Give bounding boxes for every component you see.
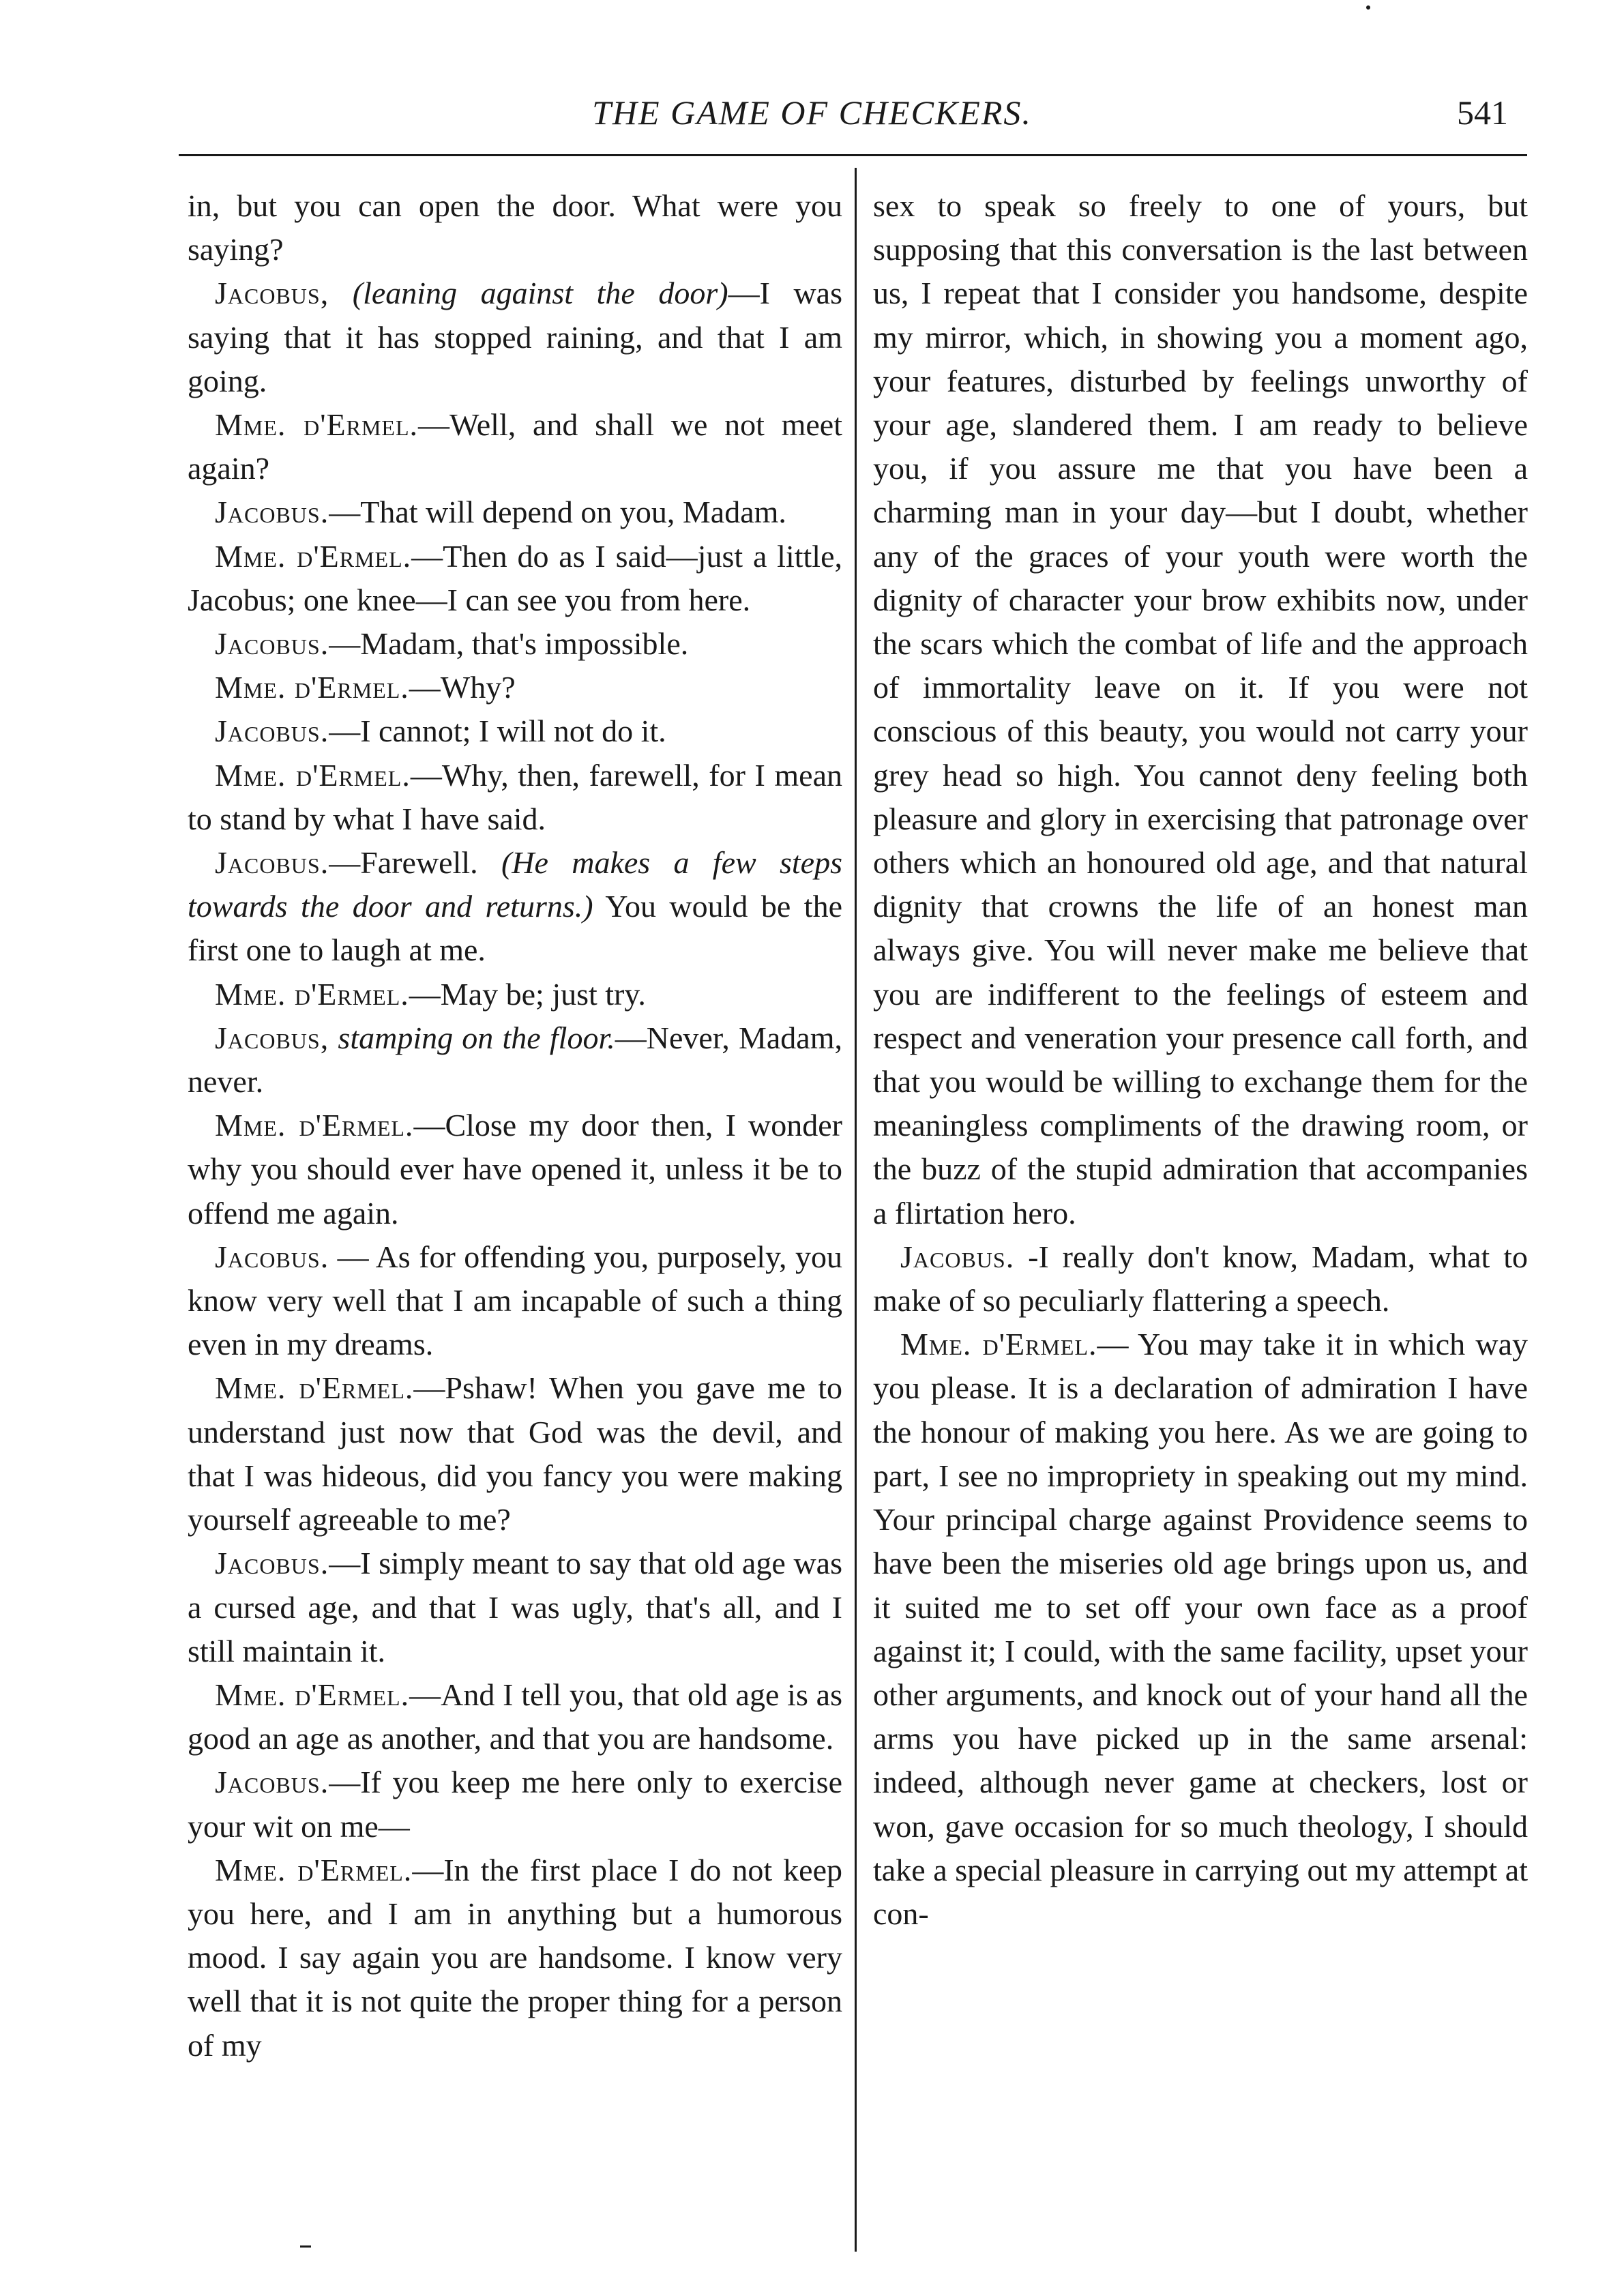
dialogue-text: —Well, and shall we not meet again? (188, 407, 842, 486)
speaker-name: Jacobus, (215, 276, 329, 311)
paragraph (188, 1104, 842, 1235)
dialogue-text: —In the first place I do not keep you here, and I am in anything but a humorous mood. I say again you are handsome. I know very well that it is not quite the proper thing for a person of my (188, 1852, 842, 2063)
paragraph (188, 1366, 842, 1542)
dialogue-text: —If you keep me here only to exercise your wit on me— (188, 1765, 842, 1844)
dialogue-text: —May be; just try. (409, 976, 646, 1012)
speaker-name: Mme. d'Ermel. (215, 757, 411, 793)
dialogue-text: —Madam, that's impossible. (329, 626, 689, 662)
speaker-name: Mme. d'Ermel. (215, 1108, 414, 1143)
stage-direction: (leaning against the door) (352, 276, 728, 311)
running-title: THE GAME OF CHECKERS. (592, 93, 1032, 132)
dialogue-text: —Then do as I said—just a little, Jacobus; one knee—I can see you from here. (188, 538, 843, 617)
paragraph (188, 490, 842, 534)
stage-direction: (He makes a few steps towards the door and returns.) (188, 845, 842, 924)
speaker-name: Jacobus. (215, 1239, 329, 1274)
paragraph (873, 1323, 1528, 1936)
paragraph (188, 709, 842, 753)
column-divider (855, 168, 857, 2252)
paragraph (188, 271, 842, 403)
dialogue-text: —That will depend on you, Madam. (329, 495, 786, 530)
speaker-name: Jacobus, (215, 1020, 329, 1055)
dialogue-text: —Pshaw! When you gave me to understand just now that God was the devil, and that I was hideous, did you fancy you were making yourself agreeable to me? (188, 1370, 842, 1537)
dialogue-text: —And I tell you, that old age is as good an age as another, and that you are handsome. (188, 1677, 842, 1756)
paragraph (188, 841, 842, 973)
right-column (873, 184, 1528, 1936)
paragraph (188, 1235, 842, 1367)
paragraph (188, 754, 842, 841)
dialogue-text: —I cannot; I will not do it. (329, 713, 666, 749)
speaker-name: Jacobus. (215, 713, 329, 749)
dialogue-text: You would be the first one to laugh at me. (188, 889, 842, 968)
dialogue-text: —Close my door then, I wonder why you should ever have opened it, unless it be to offend me again. (188, 1108, 842, 1231)
ink-speck (1366, 5, 1370, 10)
dialogue-text: —Why, then, farewell, for I mean to stand by what I have said. (188, 757, 842, 836)
speaker-name: Mme. d'Ermel. (215, 1370, 414, 1406)
left-column (188, 184, 842, 2067)
speaker-name: Mme. d'Ermel. (215, 670, 409, 705)
dialogue-text: — As for offending you, purposely, you know very well that I am incapable of such a thing even in my dreams. (188, 1239, 842, 1362)
dialogue-text: —Farewell. (329, 845, 478, 881)
paragraph (188, 1849, 842, 2067)
speaker-name: Mme. d'Ermel. (215, 407, 419, 443)
dialogue-text: —I was saying that it has stopped raining, and that I am going. (188, 276, 842, 398)
speaker-name: Jacobus. (215, 1765, 329, 1800)
speaker-name: Mme. d'Ermel. (900, 1327, 1097, 1362)
header-rule (179, 154, 1527, 156)
speaker-name: Mme. d'Ermel. (215, 538, 412, 574)
speaker-name: Mme. d'Ermel. (215, 976, 409, 1012)
paragraph (188, 1542, 842, 1673)
paragraph (873, 184, 1528, 1235)
dialogue-text: —Why? (409, 670, 516, 705)
paragraph (188, 1673, 842, 1761)
paragraph (873, 1235, 1528, 1323)
speaker-name: Jacobus. (215, 1546, 329, 1581)
dialogue-text: —Never, Madam, never. (188, 1020, 843, 1100)
stage-direction: stamping on the floor. (338, 1020, 615, 1055)
speaker-name: Jacobus. (215, 845, 329, 881)
paragraph (188, 973, 842, 1016)
dialogue-text: -I really don't know, Madam, what to make of so peculiarly flattering a speech. (873, 1239, 1528, 1319)
paragraph (188, 1761, 842, 1848)
dialogue-text: sex to speak so freely to one of yours, but supposing that this conversation is the last between us, I repeat that I consider you handsome, despite my mirror, which, in showing you a moment ago, your features, disturbed by feelings unworthy of your age, slandered them. I am ready to believe you, if you assure me that you have been a charming man in your day—but I doubt, whether any of the graces of your youth were worth the dignity of character your brow exhibits now, under the scars which the combat of life and the approach of immortality leave on it. If you were not conscious of this beauty, you would not carry your grey head so high. You cannot deny feeling both pleasure and glory in exercising that patronage over others which an honoured old age, and that natural dignity that crowns the life of an honest man always give. You will never make me believe that you are indifferent to the feelings of esteem and respect and veneration your presence call forth, and that you would be willing to exchange them for the meaningless compliments of the drawing room, or the buzz of the stupid admiration that accompanies a flirtation hero. (873, 188, 1528, 1231)
paragraph (188, 666, 842, 709)
paragraph (188, 1016, 842, 1104)
signature-mark (300, 2245, 311, 2248)
speaker-name: Jacobus. (215, 626, 329, 662)
dialogue-text: — You may take it in which way you please. It is a declaration of admiration I have the honour of making you here. As we are going to part, I see no impropriety in speaking out my mind. Your principal charge against Providence seems to have been the miseries old age brings upon us, and it suited me to set off your own face as a proof against it; I could, with the same facility, upset your other arguments, and knock out of your hand all the arms you have picked up in the same arsenal: indeed, although never game at checkers, lost or won, gave occasion for so much theology, I should take a special pleasure in carrying out my attempt at con- (873, 1327, 1528, 1931)
running-head (0, 89, 1624, 136)
paragraph (188, 622, 842, 666)
speaker-name: Mme. d'Ermel. (215, 1852, 413, 1887)
dialogue-text: —I simply meant to say that old age was a cursed age, and that I was ugly, that's all, and I still maintain it. (188, 1546, 842, 1668)
paragraph (188, 535, 842, 622)
speaker-name: Jacobus. (215, 495, 329, 530)
page-number: 541 (1457, 93, 1508, 132)
speaker-name: Jacobus. (900, 1239, 1015, 1274)
paragraph (188, 184, 842, 271)
dialogue-text: in, but you can open the door. What were you saying? (188, 188, 842, 267)
paragraph (188, 403, 842, 490)
speaker-name: Mme. d'Ermel. (215, 1677, 410, 1712)
